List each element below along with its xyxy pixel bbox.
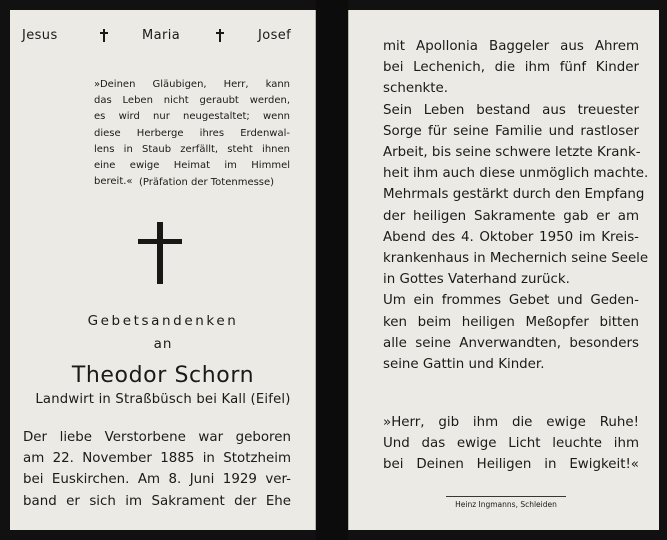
preface-quote xyxy=(94,77,290,190)
quote-line: es wird nur neugestaltet; wenn xyxy=(94,111,290,123)
body-line: schenkte. xyxy=(383,81,449,97)
small-cross-icon xyxy=(216,29,223,42)
invocation-maria: Maria xyxy=(142,28,181,43)
body-line: Um ein frommes Gebet und Geden- xyxy=(383,293,639,309)
body-line: Der liebe Verstorbene war geboren xyxy=(23,430,291,445)
memorial-an: an xyxy=(153,336,173,352)
body-line: Arbeit, bis seine schwere letzte Krank- xyxy=(383,145,641,161)
prayer-line: Und das ewige Licht leuchte ihm xyxy=(383,436,639,452)
body-line: krankenhaus in Mechernich seine Seele xyxy=(383,251,649,267)
body-line: Mehrmals gestärkt durch den Empfang xyxy=(383,187,645,203)
quote-line: lens in Staub zerfällt, steht ihnen xyxy=(94,143,290,155)
deceased-title: Landwirt in Straßbüsch bei Kall (Eifel) xyxy=(35,392,291,407)
body-line: der heiligen Sakramente gab er am xyxy=(383,208,639,224)
invocation-jesus: Jesus xyxy=(22,28,58,43)
biography-start xyxy=(23,427,291,512)
body-line: Abend des 4. Oktober 1950 im Kreis- xyxy=(383,229,639,245)
body-line: band er sich im Sakrament der Ehe xyxy=(23,493,291,509)
body-line: in Gottes Vaterhand zurück. xyxy=(383,272,570,288)
quote-line: »Deinen Gläubigen, Herr, kann xyxy=(94,79,290,90)
body-line: bei Euskirchen. Am 8. Juni 1929 ver- xyxy=(23,472,291,488)
cross-icon xyxy=(138,222,182,284)
body-line: alle seine Anverwandten, besonders xyxy=(383,335,639,351)
printer-imprint: Heinz Ingmanns, Schleiden xyxy=(455,500,557,509)
quote-line: eine ewige Heimat im Himmel xyxy=(94,160,290,172)
body-line: mit Apollonia Baggeler aus Ahrem xyxy=(383,39,639,54)
quote-line: diese Herberge ihres Erdenwal- xyxy=(94,127,290,139)
body-line: ken beim heiligen Meßopfer bitten xyxy=(383,314,639,330)
body-line: heit ihm auch diese unmöglich machte. xyxy=(383,166,649,182)
body-line: seine Gattin und Kinder. xyxy=(383,357,545,373)
printer-rule xyxy=(446,496,566,497)
small-cross-icon xyxy=(100,29,107,42)
body-line: bei Lechenich, die ihm fünf Kinder xyxy=(383,60,639,76)
memorial-heading: Gebetsandenken xyxy=(87,313,239,329)
prayer-line: »Herr, gib ihm die ewige Ruhe! xyxy=(383,415,639,430)
quote-line: bereit.« xyxy=(94,176,133,188)
deceased-name: Theodor Schorn xyxy=(71,363,255,388)
invocation-josef: Josef xyxy=(258,28,292,43)
quote-line: das Leben nicht geraubt werden, xyxy=(94,95,290,107)
body-line: am 22. November 1885 in Stotzheim xyxy=(23,451,291,467)
card-gap xyxy=(316,0,348,540)
prayer-line: bei Deinen Heiligen in Ewigkeit!« xyxy=(383,457,639,473)
quote-source: (Präfation der Totenmesse) xyxy=(139,177,275,188)
body-line: Sein Leben bestand aus treuester xyxy=(383,102,639,118)
body-line: Sorge für seine Familie und rastloser xyxy=(383,123,639,139)
closing-prayer xyxy=(383,412,639,476)
biography-continued xyxy=(383,36,649,375)
